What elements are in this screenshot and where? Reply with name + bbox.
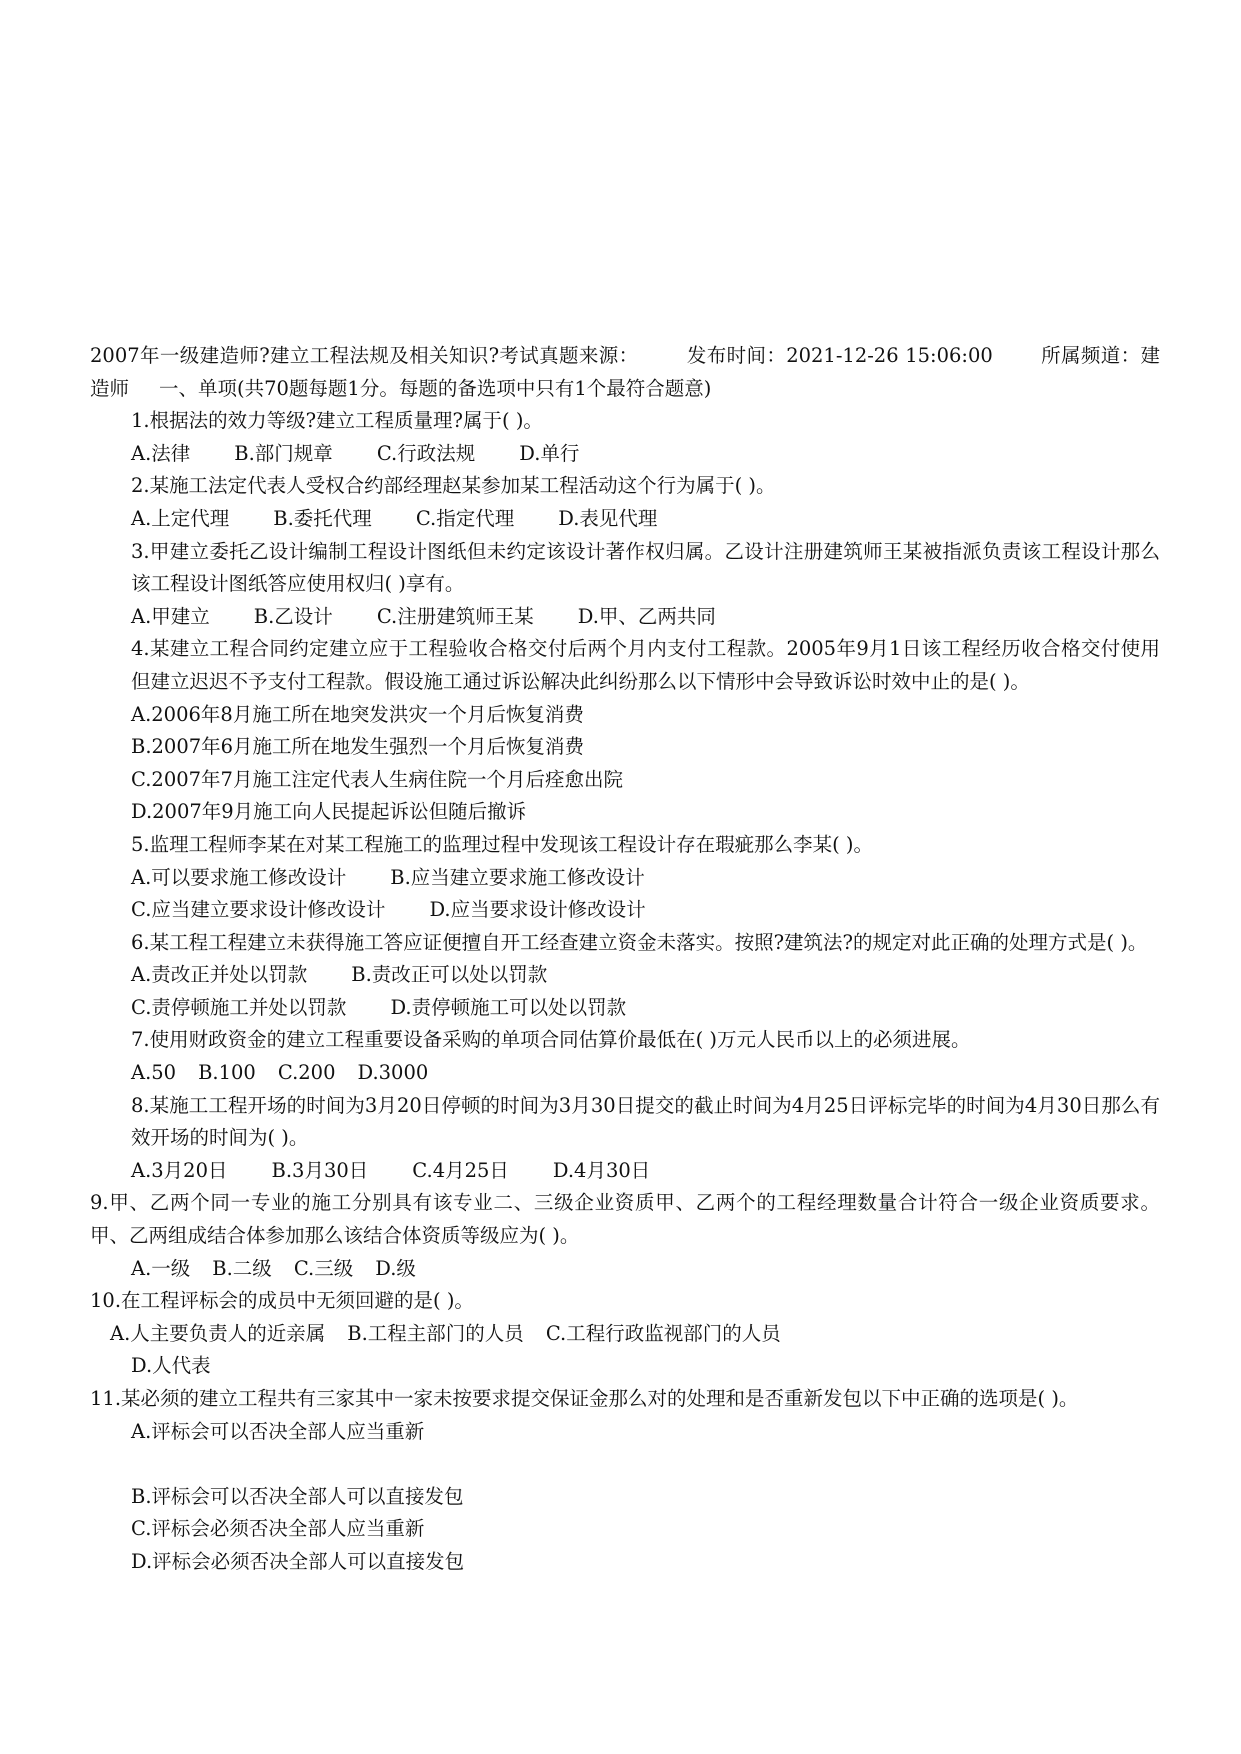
option-a: A.甲建立 xyxy=(131,604,210,628)
options-8 xyxy=(90,1155,1160,1188)
option-c: C.指定代理 xyxy=(415,506,515,530)
option-d: D.级 xyxy=(375,1256,416,1280)
option-c: C.三级 xyxy=(293,1256,354,1280)
options-5-ab xyxy=(90,862,1160,895)
option-b: B.应当建立要求施工修改设计 xyxy=(390,865,645,889)
option-d: D.应当要求设计修改设计 xyxy=(429,898,646,922)
option-d-4: D.2007年9月施工向人民提起诉讼但随后撤诉 xyxy=(131,800,527,824)
section-heading: 一、单项(共70题每题1分。每题的备选项中只有1个最符合题意) xyxy=(159,376,712,400)
option-a: A.50 xyxy=(131,1061,177,1085)
option-c: C.应当建立要求设计修改设计 xyxy=(131,898,386,922)
option-d: D.3000 xyxy=(357,1061,429,1085)
option-a: A.责改正并处以罚款 xyxy=(131,963,308,987)
option-a-11: A.评标会可以否决全部人应当重新 xyxy=(131,1419,425,1443)
option-b: B.部门规章 xyxy=(234,441,333,465)
option-a: A.人主要负责人的近亲属 xyxy=(110,1321,326,1345)
option-c-4: C.2007年7月施工注定代表人生病住院一个月后痊愈出院 xyxy=(131,767,623,791)
option-d-11: D.评标会必须否决全部人可以直接发包 xyxy=(131,1549,465,1573)
option-b: B.工程主部门的人员 xyxy=(347,1321,524,1345)
document-header xyxy=(90,340,1160,405)
option-b: B.责改正可以处以罚款 xyxy=(351,963,548,987)
options-1 xyxy=(90,438,1160,471)
question-8: 8.某施工工程开场的时间为3月20日停顿的时间为3月30日提交的截止时间为4月25日评标完毕的时间为4月30日那么有效开场的时间为( )。 xyxy=(131,1093,1160,1150)
options-10-abc xyxy=(90,1318,1160,1351)
question-5: 5.监理工程师李某在对某工程施工的监理过程中发现该工程设计存在瑕疵那么李某( )。 xyxy=(131,832,874,856)
options-2 xyxy=(90,503,1160,536)
option-b: B.3月30日 xyxy=(271,1158,369,1182)
question-3: 3.甲建立委托乙设计编制工程设计图纸但未约定该设计著作权归属。乙设计注册建筑师王某被指派负责该工程设计那么该工程设计图纸答应使用权归( )享有。 xyxy=(131,539,1160,596)
option-c-11: C.评标会必须否决全部人应当重新 xyxy=(131,1517,425,1541)
option-a: A.一级 xyxy=(131,1256,191,1280)
option-c: C.工程行政监视部门的人员 xyxy=(545,1321,781,1345)
option-c: C.行政法规 xyxy=(376,441,476,465)
publish-time: 发布时间：2021-12-26 15:06:00 xyxy=(686,344,993,367)
option-a: A.3月20日 xyxy=(131,1158,228,1182)
channel-cont: 造师 xyxy=(90,376,130,400)
question-10: 10.在工程评标会的成员中无须回避的是( )。 xyxy=(90,1289,474,1313)
option-b-4: B.2007年6月施工所在地发生强烈一个月后恢复消费 xyxy=(131,735,585,759)
option-a: A.可以要求施工修改设计 xyxy=(131,865,347,889)
question-9: 9.甲、乙两个同一专业的施工分别具有该专业二、三级企业资质甲、乙两个的工程经理数量合计符合一级企业资质要求。甲、乙两组成结合体参加那么该结合体资质等级应为( )。 xyxy=(90,1191,1160,1248)
option-d-10: D.人代表 xyxy=(131,1354,211,1378)
option-a-4: A.2006年8月施工所在地突发洪灾一个月后恢复消费 xyxy=(131,702,584,726)
option-b: B.乙设计 xyxy=(253,604,333,628)
options-9 xyxy=(90,1253,1160,1286)
question-6: 6.某工程工程建立未获得施工答应证便擅自开工经查建立资金未落实。按照?建筑法?的规定对此正确的处理方式是( )。 xyxy=(131,930,1148,954)
option-c: C.注册建筑师王某 xyxy=(376,604,534,628)
blank-gap xyxy=(90,1448,1160,1481)
channel-label: 所属频道：建 xyxy=(1040,344,1160,367)
option-d: D.甲、乙两共同 xyxy=(577,604,716,628)
option-d: D.单行 xyxy=(519,441,580,465)
options-5-cd xyxy=(90,894,1160,927)
option-d: D.表见代理 xyxy=(558,506,658,530)
option-b-11: B.评标会可以否决全部人可以直接发包 xyxy=(131,1484,464,1508)
options-6-ab xyxy=(90,959,1160,992)
option-d: D.4月30日 xyxy=(552,1158,651,1182)
question-7: 7.使用财政资金的建立工程重要设备采购的单项合同估算价最低在( )万元人民币以上的必须进展。 xyxy=(131,1028,971,1052)
question-4: 4.某建立工程合同约定建立应于工程验收合格交付后两个月内支付工程款。2005年9月1日该工程经历收合格交付使用但建立迟迟不予支付工程款。假设施工通过诉讼解决此纠纷那么以下情形中会导致诉讼时效中止的是( )。 xyxy=(131,637,1160,693)
question-2: 2.某施工法定代表人受权合约部经理赵某参加某工程活动这个行为属于( )。 xyxy=(131,474,776,498)
option-c: C.4月25日 xyxy=(412,1158,509,1182)
options-7 xyxy=(90,1057,1160,1090)
options-3 xyxy=(90,601,1160,634)
options-6-cd xyxy=(90,992,1160,1025)
option-c: C.200 xyxy=(277,1061,336,1085)
option-a: A.上定代理 xyxy=(131,506,230,530)
option-c: C.责停顿施工并处以罚款 xyxy=(131,995,347,1019)
option-b: B.二级 xyxy=(212,1256,272,1280)
option-a: A.法律 xyxy=(131,441,191,465)
option-b: B.委托代理 xyxy=(273,506,372,530)
question-1: 1.根据法的效力等级?建立工程质量理?属于( )。 xyxy=(131,409,543,433)
option-b: B.100 xyxy=(198,1061,256,1085)
header-title: 2007年一级建造师?建立工程法规及相关知识?考试真题来源： xyxy=(90,344,639,367)
question-11: 11.某必须的建立工程共有三家其中一家未按要求提交保证金那么对的处理和是否重新发包以下中正确的选项是( )。 xyxy=(90,1387,1079,1410)
option-d: D.责停顿施工可以处以罚款 xyxy=(390,995,627,1019)
document-body xyxy=(90,340,1160,1579)
